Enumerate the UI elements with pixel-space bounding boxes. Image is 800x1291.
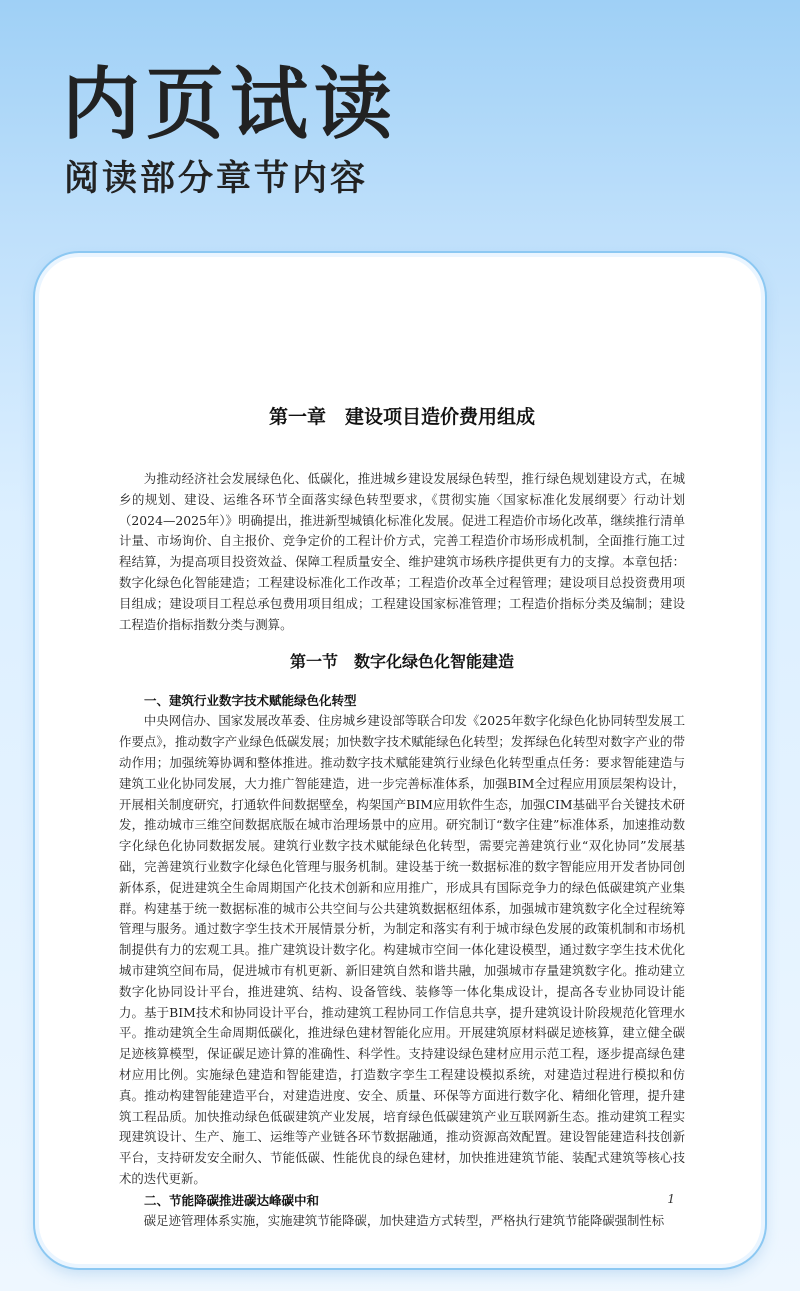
subsection-2-body: 碳足迹管理体系实施，实施建筑节能降碳，加快建造方式转型，严格执行建筑节能降碳强制性标 — [143, 1212, 665, 1228]
chapter-intro: 为推动经济社会发展绿色化、低碳化，推进城乡建设发展绿色转型，推行绿色规划建设方式，在城乡的规划、建设、运维各环节全面落实绿色转型要求，《贯彻实施〈国家标准化发展纲要〉行动计划（2024—2025年）》明确提出，推进新型城镇化标准化发展。促进工程造价市场化改革，继续推行清单计量、市场询价、自主报价、竞争定价的工程计价方式，完善工程造价市场形成机制，全面推行施工过程结算，为提高项目投资效益、保障工程质量安全、维护建筑市场秩序提供更有力的支撑。本章包括：数字化绿色化智能建造；工程建设标准化工作改革；工程造价改革全过程管理；建设项目总投资费用项目组成；建设项目工程总承包费用项目组成；工程建设国家标准管理；工程造价指标分类及编制；建设工程造价指标指数分类与测算。 — [119, 471, 685, 632]
page-content — [119, 402, 685, 1232]
chapter-title: 第一章 建设项目造价费用组成 — [268, 406, 535, 428]
hero-title: 内页试读 — [62, 60, 399, 150]
subsection-2-title: 二、节能降碳推进碳达峰碳中和 — [144, 1192, 320, 1208]
page-preview-frame — [35, 253, 765, 1268]
page-number: 1 — [667, 1192, 675, 1206]
subsection-1-title: 一、建筑行业数字技术赋能绿色化转型 — [144, 693, 357, 709]
subsection-1-body: 中央网信办、国家发展改革委、住房城乡建设部等联合印发《2025年数字化绿色化协同转型发展工作要点》，推动数字产业绿色低碳发展；加快数字技术赋能绿色化转型；发挥绿色化转型对数字产业的带动作用；加强统筹协调和整体推进。推动数字技术赋能建筑行业绿色化转型重点任务：要求智能建造与建筑工业化协同发展，大力推广智能建造，进一步完善标准体系，加强BIM全过程应用顶层架构设计，开展相关制度研究，打通软件间数据壁垒，构架国产BIM应用软件生态，加强CIM基础平台关键技术研发，推动城市三维空间数据底版在城市治理场景中的应用。研究制订“数字住建”标准体系，加速推动数字化绿色化协同数据发展。建筑行业数字技术赋能绿色化转型，需要完善建筑行业“双化协同”发展基础，完善建筑行业数字化绿色化管理与服务机制。建设基于统一数据标准的数字智能应用开发者协同创新体系，促进建筑全生命周期国产化技术创新和应用推广，形成具有国际竞争力的绿色低碳建筑产业集群。构建基于统一数据标准的城市公共空间与公共建筑数据枢纽体系，加强城市建筑数字化全过程统筹管理与服务。通过数字孪生技术开展情景分析，为制定和落实有利于城市绿色发展的政策机制和市场机制提供有力的宏观工具。推广建筑设计数字化。构建城市空间一体化建设模型，通过数字孪生技术优化城市建筑空间布局，促进城市有机更新、新旧建筑自然和谐共融，加强城市存量建筑数字化。推动建立数字化协同设计平台，推进建筑、结构、设备管线、装修等一体化集成设计，提高各专业协同设计能力。基于BIM技术和协同设计平台，推动建筑工程协同工作信息共享，提升建筑设计阶段规范化管理水平。推动建筑全生命周期低碳化，推进绿色建材智能化应用。开展建筑原材料碳足迹核算，建立健全碳足迹核算模型，保证碳足迹计算的准确性、科学性。支持建设绿色建材应用示范工程，逐步提高绿色建材应用比例。实施绿色建造和智能建造，打造数字孪生工程建设模拟系统，对建造过程进行模拟和仿真。推动构建智能建造平台，对建造进度、安全、质量、环保等方面进行数字化、精细化管理，提升建筑工程品质。加快推动绿色低碳建筑产业发展，培育绿色低碳建筑产业互联网新生态。推动建筑工程实现建筑设计、生产、施工、运维等产业链各环节数据融通，推动资源高效配置。建设智能建造科技创新平台，支持研发安全耐久、节能低碳、性能优良的绿色建材，加快推进建筑节能、装配式建筑等核心技术的迭代更新。 — [119, 713, 685, 1186]
hero-subtitle: 阅读部分章节内容 — [64, 159, 369, 199]
section-title: 第一节 数字化绿色化智能建造 — [289, 652, 514, 672]
book-page — [39, 257, 761, 1264]
